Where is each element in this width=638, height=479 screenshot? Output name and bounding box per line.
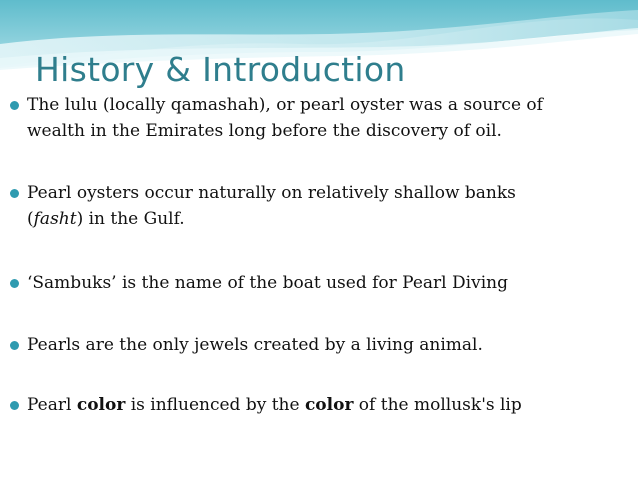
bullet-line: ‘Sambuks’ is the name of the boat used for Pearl Diving — [27, 273, 508, 293]
bullet-line: Pearls are the only jewels created by a living animal. — [27, 335, 483, 355]
italic-term: fasht — [33, 209, 77, 229]
bullet-dot-icon — [10, 101, 19, 110]
bullet-text — [27, 392, 627, 418]
bullet-text — [27, 270, 627, 296]
bullet-text — [27, 332, 627, 358]
slide-title: History & Introduction — [35, 50, 406, 89]
bullet-line — [27, 392, 627, 418]
bullet-line: wealth in the Emirates long before the discovery of oil. — [27, 121, 502, 141]
bold-term: color — [304, 395, 354, 415]
bold-term: color — [76, 395, 126, 415]
text-part: of the mollusk's lip — [353, 395, 522, 415]
bullet-dot-icon — [10, 279, 19, 288]
text-part: is influenced by the — [125, 395, 305, 415]
bullet-text — [27, 92, 627, 144]
bullet-line: Pearl oysters occur naturally on relatively shallow banks — [27, 183, 516, 203]
paren-open: ( — [27, 209, 34, 229]
bullet-dot-icon — [10, 189, 19, 198]
bullet-line: The lulu (locally qamashah), or pearl oyster was a source of — [27, 95, 543, 115]
bullet-dot-icon — [10, 341, 19, 350]
bullet-dot-icon — [10, 401, 19, 410]
bullet-text — [27, 180, 627, 232]
text-part: Pearl — [27, 395, 77, 415]
bullet-line — [27, 206, 627, 232]
line-rest: ) in the Gulf. — [76, 209, 185, 229]
